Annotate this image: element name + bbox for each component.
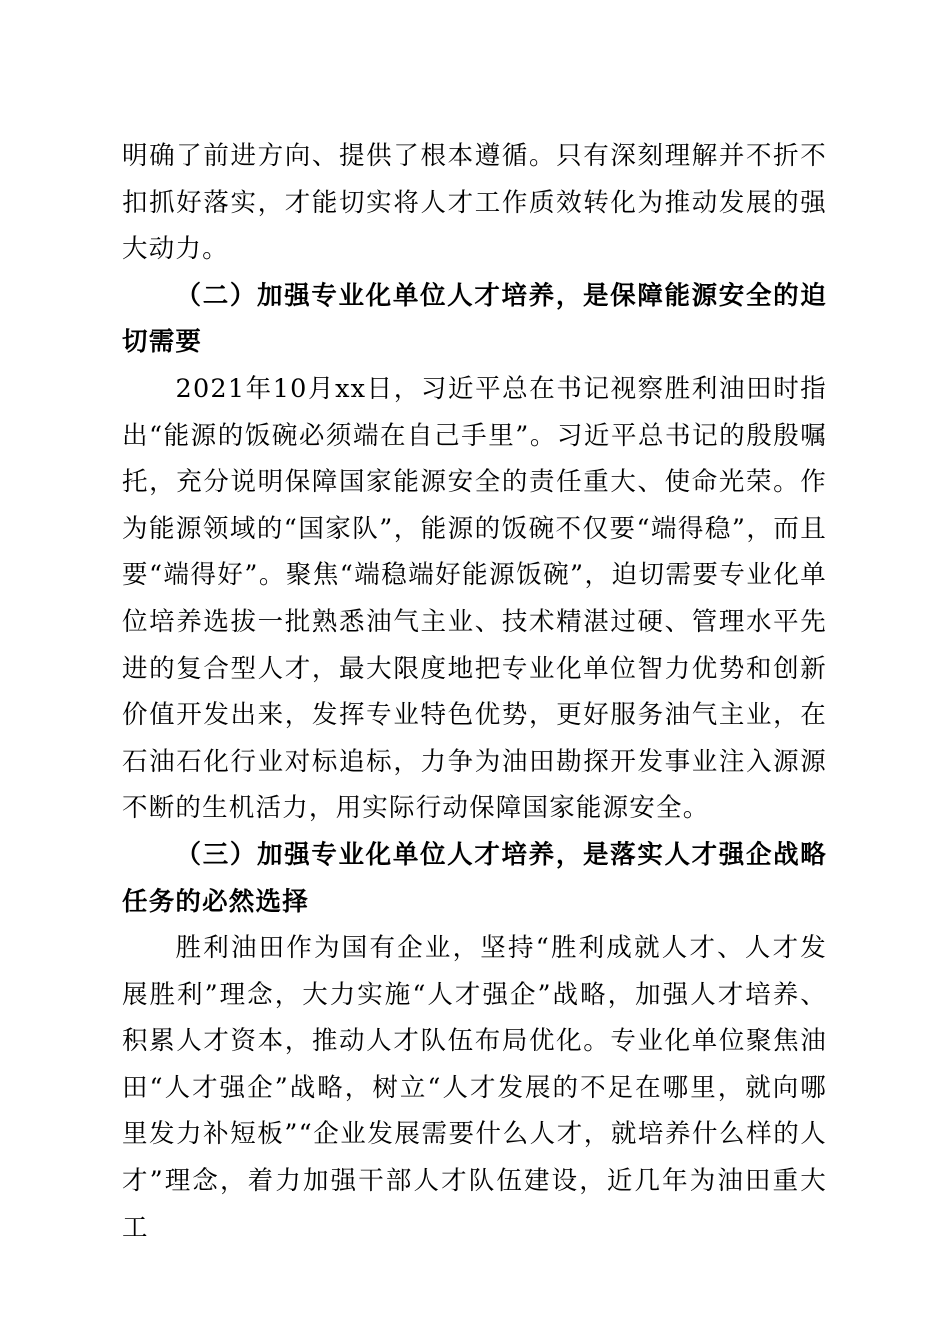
- document-page: [122, 133, 827, 1251]
- body-paragraph-1: 明确了前进方向、提供了根本遵循。只有深刻理解并不折不扣抓好落实，才能切实将人才工作质效转化为推动发展的强大动力。: [122, 141, 827, 265]
- section-heading-3: （三）加强专业化单位人才培养，是落实人才强企战略任务的必然选择: [122, 839, 827, 917]
- body-paragraph-2: 2021年10月xx日，习近平总在书记视察胜利油田时指出“能源的饭碗必须端在自己手里”。习近平总书记的殷殷嘱托，充分说明保障国家能源安全的责任重大、使命光荣。作为能源领域的“国家队”，能源的饭碗不仅要“端得稳”，而且要“端得好”。聚焦“端稳端好能源饭碗”，迫切需要专业化单位培养选拔一批熟悉油气主业、技术精湛过硬、管理水平先进的复合型人才，最大限度地把专业化单位智力优势和创新价值开发出来，发挥专业特色优势，更好服务油气主业，在石油石化行业对标追标，力争为油田勘探开发事业注入源源不断的生机活力，用实际行动保障国家能源安全。: [122, 373, 827, 824]
- section-heading-2: （二）加强专业化单位人才培养，是保障能源安全的迫切需要: [122, 280, 827, 358]
- body-paragraph-3: 胜利油田作为国有企业，坚持“胜利成就人才、人才发展胜利”理念，大力实施“人才强企”战略，加强人才培养、积累人才资本，推动人才队伍布局优化。专业化单位聚焦油田“人才强企”战略，树立“人才发展的不足在哪里，就向哪里发力补短板”“企业发展需要什么人才，就培养什么样的人才”理念，着力加强干部人才队伍建设，近几年为油田重大工: [122, 933, 827, 1243]
